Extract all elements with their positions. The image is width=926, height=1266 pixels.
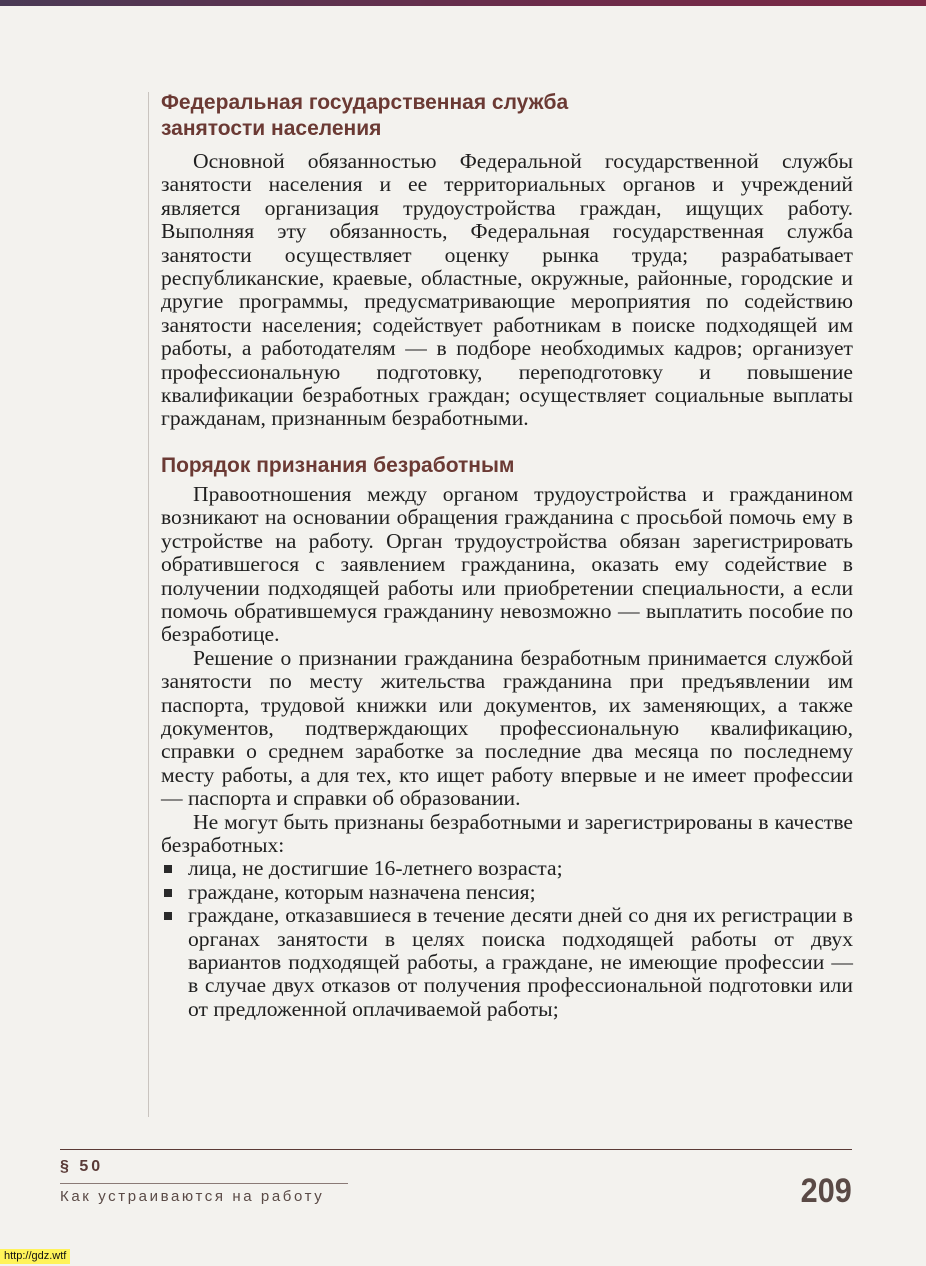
footer-section-title: Как устраиваются на работу (60, 1188, 325, 1205)
square-bullet-icon (164, 889, 172, 897)
square-bullet-icon (164, 912, 172, 920)
exclusion-list (161, 857, 853, 1021)
heading-line-2: занятости населения (161, 117, 382, 140)
list-item-text: лица, не достигшие 16-летнего возраста; (188, 856, 563, 881)
page-content (161, 90, 853, 1021)
footer-sub-rule (60, 1183, 348, 1184)
paragraph-employment-service: Основной обязанностью Федеральной государственной службы занятости населения и ее территориальных органов и учреждений является организация трудоустройства граждан, ищущих работу. Выполняя эту обязанность, Федеральная государственная служба занятости осуществляет оценку рынка труда; разрабатывает республиканские, краевые, областные, окружные, районные, городские и другие программы, предусматривающие мероприятия по содействию занятости населения; содействует работникам в поиске подходящей им работы, а работодателям — в подборе необходимых кадров; организует профессиональную подготовку, переподготовку и повышение квалификации безработных граждан; осуществляет социальные выплаты гражданам, признанным безработными. (161, 149, 853, 431)
footer-section-number: § 50 (60, 1158, 104, 1175)
square-bullet-icon (164, 865, 172, 873)
paragraph-decision: Решение о признании гражданина безработным принимается службой занятости по месту жительства гражданина при предъявлении им паспорта, трудовой книжки или документов, их заменяющих, а также документов, подтверждающих профессиональную квалификацию, справки о среднем заработке за последние два месяца по последнему месту работы, а для тех, кто ищет работу впервые и не имеет профессии — паспорта и справки об образовании. (161, 645, 853, 811)
list-item-text: граждане, отказавшиеся в течение десяти дней со дня их регистрации в органах занятости в целях поиска подходящей работы от двух вариантов подходящей работы, а граждане, не имеющие профессии — в случае двух отказов от получения профессиональной подготовки или от предложенной оплачиваемой работы; (188, 903, 853, 1021)
list-item (161, 857, 853, 880)
list-item-text: граждане, которым назначена пенсия; (188, 879, 536, 904)
footer-rule (60, 1149, 852, 1150)
paragraph-cannot-be-recognized: Не могут быть признаны безработными и зарегистрированы в качестве безработных: (161, 809, 853, 857)
section-heading-unemployed-status: Порядок признания безработным (161, 453, 515, 477)
margin-rule (148, 92, 149, 1117)
list-item (161, 881, 853, 904)
watermark-link[interactable]: http://gdz.wtf (0, 1249, 70, 1264)
list-item (161, 904, 853, 1021)
section-heading-employment-service (161, 90, 853, 142)
heading-line-1: Федеральная государственная служба (161, 91, 569, 114)
page-number: 209 (800, 1172, 852, 1210)
top-color-band (0, 0, 926, 6)
paragraph-legal-relations: Правоотношения между органом трудоустройства и гражданином возникают на основании обращения гражданина с просьбой помочь ему в устройстве на работу. Орган трудоустройства обязан зарегистрировать обратившегося с заявлением гражданина, оказать ему содействие в получении подходящей работы или приобретении специальности, а если помочь обратившемуся гражданину невозможно — выплатить пособие по безработице. (161, 481, 853, 647)
